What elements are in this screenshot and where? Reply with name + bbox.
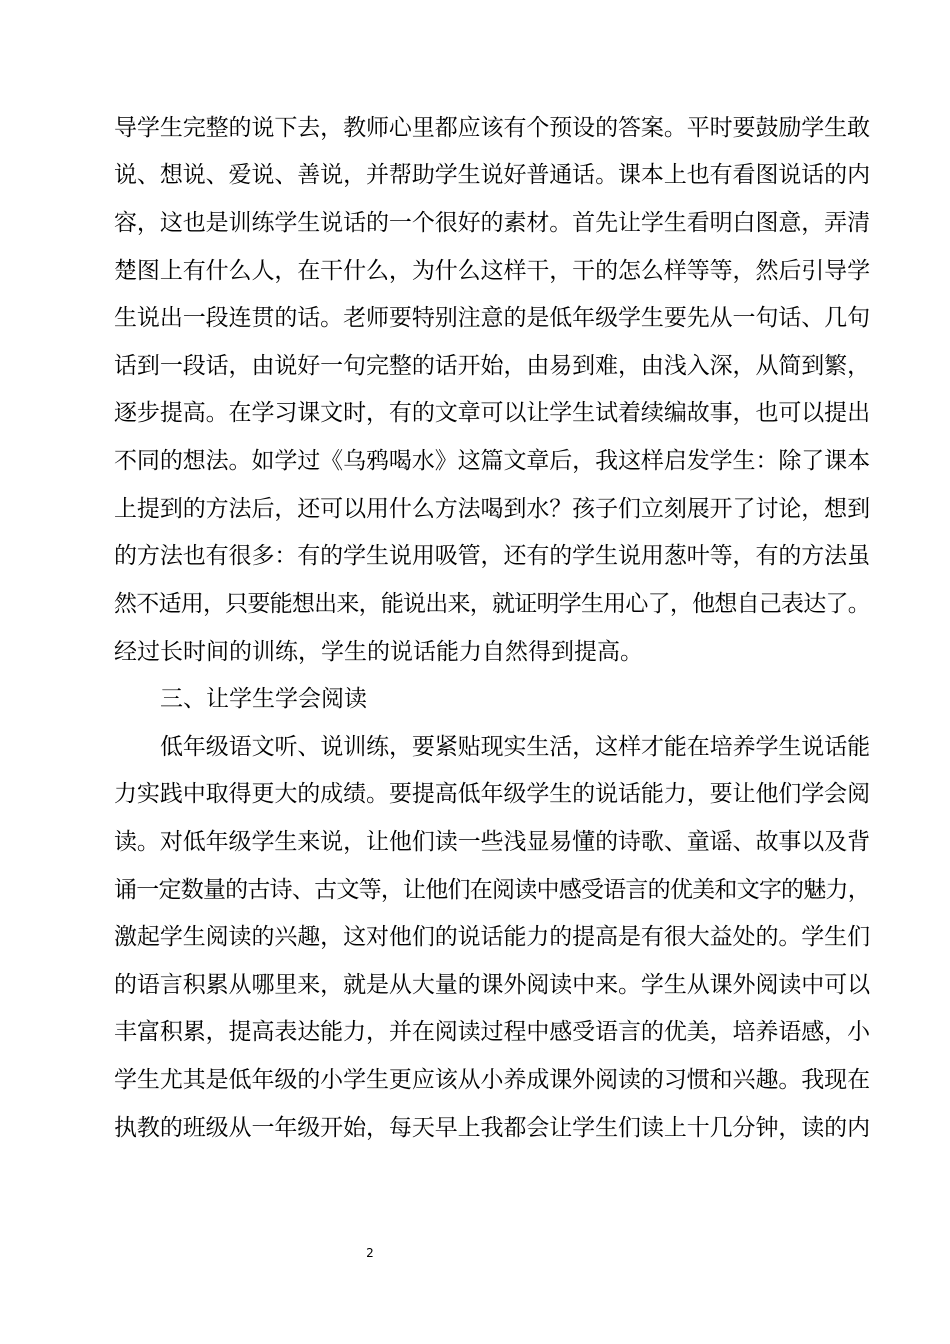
text-line: 的方法也有很多：有的学生说用吸管，还有的学生说用葱叶等，有的方法虽 bbox=[114, 543, 871, 569]
text-line: 诵一定数量的古诗、古文等，让他们在阅读中感受语言的优美和文字的魅力， bbox=[114, 877, 871, 903]
text-line: 逐步提高。在学习课文时，有的文章可以让学生试着续编故事，也可以提出 bbox=[114, 400, 871, 426]
text-line: 然不适用，只要能想出来，能说出来，就证明学生用心了，他想自己表达了。 bbox=[114, 591, 871, 617]
text-line: 学生尤其是低年级的小学生更应该从小养成课外阅读的习惯和兴趣。我现在 bbox=[114, 1067, 871, 1093]
text-line: 生说出一段连贯的话。老师要特别注意的是低年级学生要先从一句话、几句 bbox=[114, 305, 871, 331]
text-line: 说、想说、爱说、善说，并帮助学生说好普通话。课本上也有看图说话的内 bbox=[114, 162, 871, 188]
text-line: 执教的班级从一年级开始，每天早上我都会让学生们读上十几分钟，读的内 bbox=[114, 1115, 871, 1141]
text-line: 丰富积累，提高表达能力，并在阅读过程中感受语言的优美，培养语感，小 bbox=[114, 1019, 871, 1045]
page-number: 2 bbox=[366, 1246, 374, 1260]
text-line: 上提到的方法后，还可以用什么方法喝到水？孩子们立刻展开了讨论，想到 bbox=[114, 496, 871, 522]
text-line: 激起学生阅读的兴趣，这对他们的说话能力的提高是有很大益处的。学生们 bbox=[114, 924, 871, 950]
text-line: 低年级语文听、说训练，要紧贴现实生活，这样才能在培养学生说话能 bbox=[160, 734, 871, 760]
text-line: 读。对低年级学生来说，让他们读一些浅显易懂的诗歌、童谣、故事以及背 bbox=[114, 829, 871, 855]
text-line: 不同的想法。如学过《乌鸦喝水》这篇文章后，我这样启发学生：除了课本 bbox=[114, 448, 871, 474]
section-heading: 三、让学生学会阅读 bbox=[160, 686, 367, 712]
text-line: 力实践中取得更大的成绩。要提高低年级学生的说话能力，要让他们学会阅 bbox=[114, 781, 871, 807]
text-line: 楚图上有什么人，在干什么，为什么这样干，干的怎么样等等，然后引导学 bbox=[114, 258, 871, 284]
text-line: 话到一段话，由说好一句完整的话开始，由易到难，由浅入深，从简到繁， bbox=[114, 353, 871, 379]
text-line: 导学生完整的说下去，教师心里都应该有个预设的答案。平时要鼓励学生敢 bbox=[114, 115, 871, 141]
text-line: 的语言积累从哪里来，就是从大量的课外阅读中来。学生从课外阅读中可以 bbox=[114, 972, 871, 998]
text-line: 容，这也是训练学生说话的一个很好的素材。首先让学生看明白图意，弄清 bbox=[114, 210, 871, 236]
text-line: 经过长时间的训练，学生的说话能力自然得到提高。 bbox=[114, 639, 643, 665]
